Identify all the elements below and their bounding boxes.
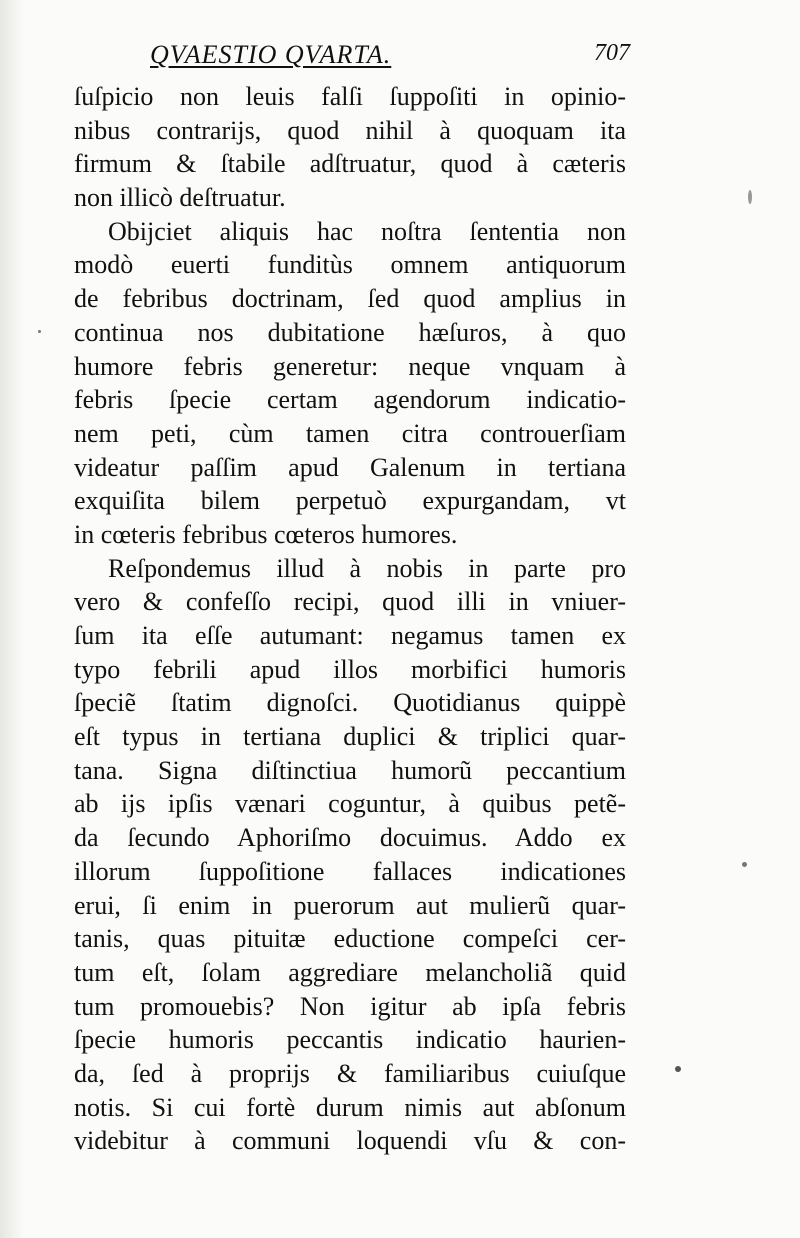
text-line: videbitur à communi loquendi vſu & con- (74, 1126, 626, 1156)
text-line: modò euerti funditùs omnem antiquorum (74, 250, 626, 280)
text-line: de febribus doctrinam, ſed quod amplius in (74, 284, 626, 314)
text-line: tana. Signa diſtinctiua humorũ peccantium (74, 755, 626, 785)
text-line: non illicò deſtruatur. (74, 183, 286, 213)
text-line: erui, ſi enim in puerorum aut mulierũ quar- (74, 890, 626, 920)
text-line: da ſecundo Aphoriſmo docuimus. Addo ex (74, 823, 626, 853)
page-header (60, 36, 630, 76)
text-line: febris ſpecie certam agendorum indicatio- (74, 385, 626, 415)
paragraph-start-line: Reſpondemus illud à nobis in parte pro (108, 553, 626, 583)
text-line: continua nos dubitatione hæſuros, à quo (74, 317, 626, 347)
text-line: ſpeciẽ ſtatim dignoſci. Quotidianus quippè (74, 688, 626, 718)
text-line: ſpecie humoris peccantis indicatio haurien- (74, 1025, 626, 1055)
text-line: videatur paſſim apud Galenum in tertiana (74, 452, 626, 482)
text-line: da, ſed à proprijs & familiaribus cuiuſque (74, 1058, 626, 1088)
text-line: illorum ſuppoſitione fallaces indicationes (74, 856, 626, 886)
text-line: vero & confeſſo recipi, quod illi in vniuer- (74, 587, 626, 617)
text-line: tanis, quas pituitæ eductione compeſci cer- (74, 924, 626, 954)
paper-speck (748, 190, 752, 204)
text-line: firmum & ſtabile adſtruatur, quod à cæteris (74, 149, 626, 179)
text-line: typo febrili apud illos morbifici humoris (74, 654, 626, 684)
text-line: tum eſt, ſolam aggrediare melancholiã quid (74, 957, 626, 987)
text-line: nibus contrarijs, quod nihil à quoquam ita (74, 115, 626, 145)
page-gutter-shadow (0, 0, 24, 1238)
body-text (74, 80, 626, 1158)
text-line: ſuſpicio non leuis falſi ſuppoſiti in opinio- (74, 82, 626, 111)
paper-speck (675, 1066, 681, 1072)
text-line: tum promouebis? Non igitur ab ipſa febris (74, 991, 626, 1021)
text-line: humore febris generetur: neque vnquam à (74, 351, 626, 381)
running-head: QVAESTIO QVARTA. (150, 40, 392, 69)
paragraph-start-line: Obijciet aliquis hac noſtra ſententia non (108, 216, 626, 246)
text-line: notis. Si cui fortè durum nimis aut abſonum (74, 1092, 626, 1122)
text-line: in cœteris febribus cœteros humores. (74, 519, 458, 549)
paper-speck (38, 330, 41, 333)
text-line: eſt typus in tertiana duplici & triplici quar- (74, 722, 626, 752)
page-number: 707 (594, 40, 630, 66)
text-line: ab ijs ipſis vænari coguntur, à quibus petẽ- (74, 789, 626, 819)
text-line: nem peti, cùm tamen citra controuerſiam (74, 418, 626, 448)
text-line: ſum ita eſſe autumant: negamus tamen ex (74, 621, 626, 650)
paper-speck (742, 862, 747, 867)
text-line: exquiſita bilem perpetuò expurgandam, vt (74, 486, 626, 516)
